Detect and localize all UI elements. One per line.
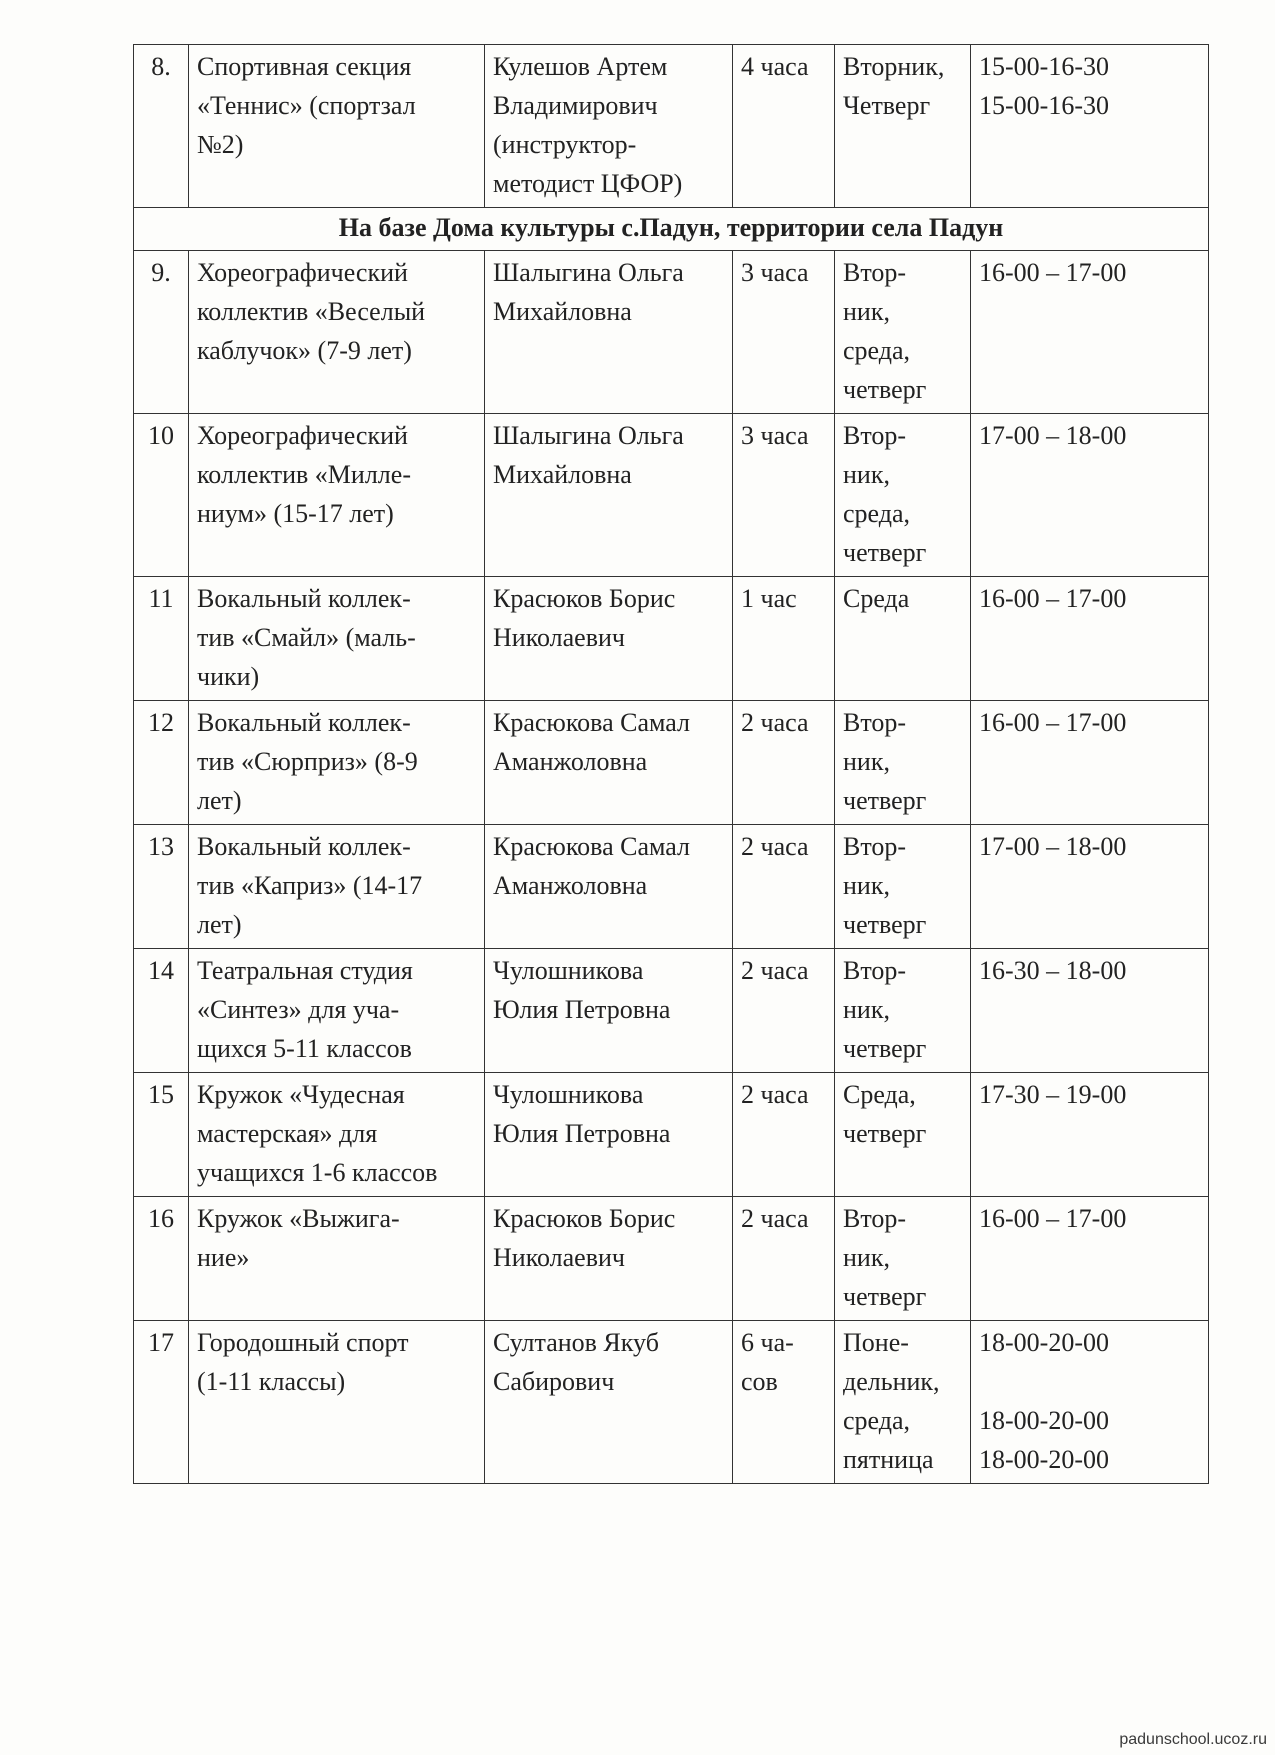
schedule-days <box>835 45 971 208</box>
teacher-name-line: методист ЦФОР) <box>493 169 683 198</box>
activity-name-line: Городошный спорт <box>197 1328 409 1357</box>
schedule-days-line: четверг <box>843 910 927 939</box>
schedule-days-line: Поне- <box>843 1328 909 1357</box>
schedule-time-line: 16-00 – 17-00 <box>979 708 1127 737</box>
schedule-days <box>835 1197 971 1321</box>
hours-per-week-line: 2 часа <box>741 708 809 737</box>
activity-name-line: ниум» (15-17 лет) <box>197 499 394 528</box>
teacher-name <box>485 1321 733 1484</box>
schedule-days-line: Втор- <box>843 258 907 287</box>
row-number: 10 <box>134 414 189 577</box>
teacher-name-line: Владимирович <box>493 91 658 120</box>
teacher-name <box>485 414 733 577</box>
teacher-name-line: Кулешов Артем <box>493 52 668 81</box>
schedule-body <box>134 45 1209 1484</box>
activity-name-line: Хореографический <box>197 258 408 287</box>
table-row <box>134 577 1209 701</box>
teacher-name-line: Аманжоловна <box>493 871 648 900</box>
activity-name <box>189 1197 485 1321</box>
teacher-name-line: Красюков Борис <box>493 584 676 613</box>
activity-name-line: лет) <box>197 910 242 939</box>
teacher-name-line: Николаевич <box>493 1243 625 1272</box>
schedule-days <box>835 949 971 1073</box>
schedule-days-line: Вторник, <box>843 52 945 81</box>
schedule-days-line: четверг <box>843 1119 927 1148</box>
schedule-time-line: 15-00-16-30 <box>979 91 1109 120</box>
schedule-days-line: ник, <box>843 995 890 1024</box>
hours-per-week <box>733 45 835 208</box>
schedule-time-line: 17-00 – 18-00 <box>979 421 1127 450</box>
teacher-name-line: (инструктор- <box>493 130 637 159</box>
activity-name-line: щихся 5-11 классов <box>197 1034 412 1063</box>
schedule-days-line: Втор- <box>843 956 907 985</box>
activity-name <box>189 949 485 1073</box>
hours-per-week-line: 2 часа <box>741 832 809 861</box>
schedule-time-line: 18-00-20-00 <box>979 1406 1109 1435</box>
schedule-days-line: ник, <box>843 460 890 489</box>
site-watermark: padunschool.ucoz.ru <box>1119 1731 1267 1748</box>
activity-name-line: ние» <box>197 1243 250 1272</box>
teacher-name <box>485 251 733 414</box>
schedule-time-line <box>979 1362 1200 1401</box>
schedule-time-line: 17-00 – 18-00 <box>979 832 1127 861</box>
schedule-time-line: 16-00 – 17-00 <box>979 1204 1127 1233</box>
row-number: 9. <box>134 251 189 414</box>
row-number: 8. <box>134 45 189 208</box>
activity-name-line: Вокальный коллек- <box>197 584 411 613</box>
teacher-name <box>485 701 733 825</box>
table-row <box>134 1073 1209 1197</box>
hours-per-week <box>733 251 835 414</box>
section-title: На базе Дома культуры с.Падун, территории села Падун <box>134 208 1209 251</box>
schedule-days-line: Втор- <box>843 421 907 450</box>
table-row <box>134 949 1209 1073</box>
teacher-name <box>485 949 733 1073</box>
schedule-time-line: 16-30 – 18-00 <box>979 956 1127 985</box>
schedule-days <box>835 1321 971 1484</box>
hours-per-week <box>733 1197 835 1321</box>
schedule-days-line: четверг <box>843 1282 927 1311</box>
teacher-name-line: Чулошникова <box>493 1080 644 1109</box>
activity-name-line: «Синтез» для уча- <box>197 995 400 1024</box>
schedule-time-line: 18-00-20-00 <box>979 1328 1109 1357</box>
row-number: 14 <box>134 949 189 1073</box>
hours-per-week-line: 4 часа <box>741 52 809 81</box>
table-row <box>134 1321 1209 1484</box>
hours-per-week <box>733 701 835 825</box>
activity-name-line: коллектив «Веселый <box>197 297 426 326</box>
activity-name-line: тив «Каприз» (14-17 <box>197 871 423 900</box>
activity-name <box>189 825 485 949</box>
activity-name <box>189 45 485 208</box>
row-number: 17 <box>134 1321 189 1484</box>
hours-per-week <box>733 577 835 701</box>
schedule-days-line: ник, <box>843 297 890 326</box>
schedule-days <box>835 577 971 701</box>
schedule-time <box>971 1073 1209 1197</box>
schedule-days-line: Втор- <box>843 832 907 861</box>
schedule-time-line: 18-00-20-00 <box>979 1445 1109 1474</box>
schedule-days-line: ник, <box>843 747 890 776</box>
activity-name-line: каблучок» (7-9 лет) <box>197 336 412 365</box>
schedule-days-line: четверг <box>843 538 927 567</box>
teacher-name-line: Красюков Борис <box>493 1204 676 1233</box>
row-number: 12 <box>134 701 189 825</box>
schedule-days <box>835 414 971 577</box>
hours-per-week <box>733 1321 835 1484</box>
activity-name-line: Кружок «Чудесная <box>197 1080 405 1109</box>
teacher-name-line: Шалыгина Ольга <box>493 421 684 450</box>
hours-per-week-line: 2 часа <box>741 1080 809 1109</box>
activity-name-line: Хореографический <box>197 421 408 450</box>
schedule-days-line: Втор- <box>843 708 907 737</box>
row-number: 16 <box>134 1197 189 1321</box>
schedule-days-line: среда, <box>843 499 911 528</box>
teacher-name-line: Юлия Петровна <box>493 1119 671 1148</box>
table-row <box>134 45 1209 208</box>
schedule-days-line: четверг <box>843 375 927 404</box>
table-row <box>134 251 1209 414</box>
teacher-name <box>485 825 733 949</box>
hours-per-week-line: сов <box>741 1367 778 1396</box>
activity-name-line: «Теннис» (спортзал <box>197 91 416 120</box>
activity-name-line: тив «Сюрприз» (8-9 <box>197 747 418 776</box>
schedule-days-line: Среда <box>843 584 910 613</box>
row-number: 11 <box>134 577 189 701</box>
schedule-days <box>835 251 971 414</box>
activity-name <box>189 1073 485 1197</box>
activity-name-line: Театральная студия <box>197 956 413 985</box>
hours-per-week-line: 1 час <box>741 584 797 613</box>
table-row <box>134 1197 1209 1321</box>
schedule-time <box>971 1197 1209 1321</box>
activity-name-line: Вокальный коллек- <box>197 708 411 737</box>
hours-per-week-line: 2 часа <box>741 1204 809 1233</box>
activity-name <box>189 251 485 414</box>
schedule-days-line: дельник, <box>843 1367 940 1396</box>
schedule-time <box>971 577 1209 701</box>
teacher-name-line: Аманжоловна <box>493 747 648 776</box>
schedule-days-line: ник, <box>843 871 890 900</box>
activity-name-line: Спортивная секция <box>197 52 412 81</box>
schedule-time <box>971 825 1209 949</box>
schedule-days-line: пятница <box>843 1445 934 1474</box>
schedule-time <box>971 701 1209 825</box>
row-number: 15 <box>134 1073 189 1197</box>
hours-per-week <box>733 949 835 1073</box>
schedule-time-line: 16-00 – 17-00 <box>979 258 1127 287</box>
teacher-name <box>485 577 733 701</box>
schedule-time <box>971 949 1209 1073</box>
schedule-days-line: среда, <box>843 336 911 365</box>
schedule-days-line: среда, <box>843 1406 911 1435</box>
activity-name-line: чики) <box>197 662 260 691</box>
teacher-name-line: Шалыгина Ольга <box>493 258 684 287</box>
row-number: 13 <box>134 825 189 949</box>
activity-name-line: мастерская» для <box>197 1119 378 1148</box>
activity-name <box>189 1321 485 1484</box>
teacher-name-line: Султанов Якуб <box>493 1328 659 1357</box>
teacher-name-line: Михайловна <box>493 460 632 489</box>
teacher-name-line: Юлия Петровна <box>493 995 671 1024</box>
activity-name-line: учащихся 1-6 классов <box>197 1158 438 1187</box>
teacher-name-line: Сабирович <box>493 1367 615 1396</box>
schedule-time <box>971 251 1209 414</box>
section-header-row <box>134 208 1209 251</box>
teacher-name <box>485 45 733 208</box>
activity-name-line: Вокальный коллек- <box>197 832 411 861</box>
teacher-name-line: Чулошникова <box>493 956 644 985</box>
schedule-days-line: Среда, <box>843 1080 916 1109</box>
table-row <box>134 701 1209 825</box>
activity-name <box>189 414 485 577</box>
activity-name <box>189 701 485 825</box>
schedule-days-line: Втор- <box>843 1204 907 1233</box>
hours-per-week <box>733 1073 835 1197</box>
teacher-name-line: Николаевич <box>493 623 625 652</box>
activity-name-line: (1-11 классы) <box>197 1367 346 1396</box>
activity-name-line: тив «Смайл» (маль- <box>197 623 416 652</box>
teacher-name-line: Красюкова Самал <box>493 832 691 861</box>
schedule-time-line: 16-00 – 17-00 <box>979 584 1127 613</box>
hours-per-week-line: 3 часа <box>741 421 809 450</box>
schedule-days-line: четверг <box>843 1034 927 1063</box>
schedule-time-line: 15-00-16-30 <box>979 52 1109 81</box>
schedule-time <box>971 1321 1209 1484</box>
teacher-name-line: Михайловна <box>493 297 632 326</box>
teacher-name <box>485 1073 733 1197</box>
hours-per-week-line: 6 ча- <box>741 1328 794 1357</box>
schedule-table <box>133 44 1209 1484</box>
schedule-days <box>835 701 971 825</box>
activity-name-line: Кружок «Выжига- <box>197 1204 400 1233</box>
schedule-time <box>971 45 1209 208</box>
schedule-days <box>835 1073 971 1197</box>
schedule-days <box>835 825 971 949</box>
hours-per-week-line: 2 часа <box>741 956 809 985</box>
activity-name-line: коллектив «Милле- <box>197 460 411 489</box>
activity-name-line: №2) <box>197 130 244 159</box>
schedule-days-line: ник, <box>843 1243 890 1272</box>
table-row <box>134 414 1209 577</box>
table-row <box>134 825 1209 949</box>
schedule-days-line: четверг <box>843 786 927 815</box>
teacher-name <box>485 1197 733 1321</box>
hours-per-week <box>733 414 835 577</box>
activity-name <box>189 577 485 701</box>
hours-per-week <box>733 825 835 949</box>
schedule-time <box>971 414 1209 577</box>
schedule-days-line: Четверг <box>843 91 931 120</box>
teacher-name-line: Красюкова Самал <box>493 708 691 737</box>
hours-per-week-line: 3 часа <box>741 258 809 287</box>
schedule-time-line: 17-30 – 19-00 <box>979 1080 1127 1109</box>
activity-name-line: лет) <box>197 786 242 815</box>
